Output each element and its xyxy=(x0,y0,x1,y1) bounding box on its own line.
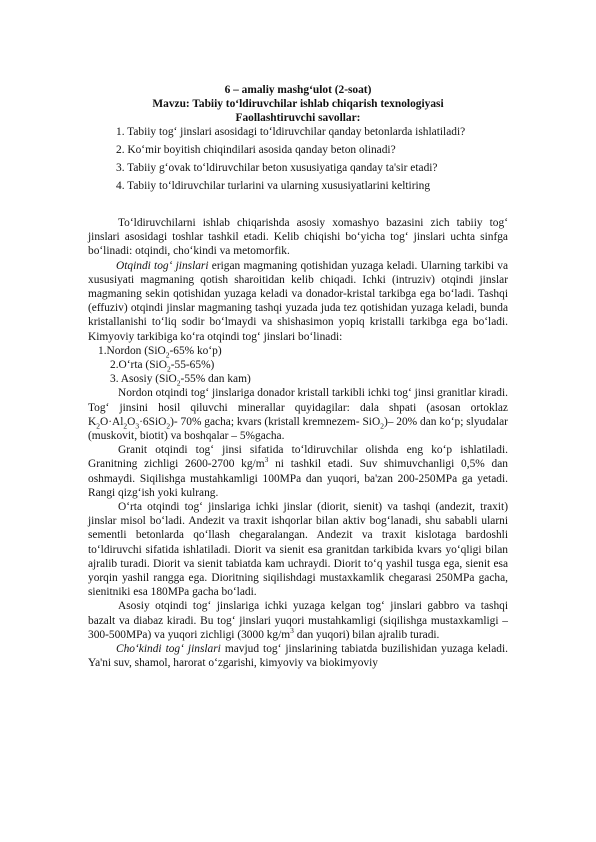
list-item-medium: 2.O‘rta (SiO$_2$-55-65%) xyxy=(110,359,215,374)
term-sedimentary: Cho‘kindi tog‘ jinslari xyxy=(116,643,221,656)
question-item: 4. Tabiiy to‘ldiruvchilar turlarini va ularning xususiyatlarini keltiring xyxy=(116,180,431,192)
paragraph-granite-minerals: Nordon otqindi tog‘ jinslariga donador kristall tarkibli ichki tog‘ jinsi granitlar kiradi. Tog‘ jinsini hosil qiluvchi minerallar quyidagilar: dala shpati (asosan ortoklaz $K_2O\cdot Al_2O_3\cdot 6SiO_2)-$ 70% gacha; kvars (kristall kremnezem- SiO$_2$)– 20% dan ko‘p; slyudalar (muskovit, biotit) va boshqalar – 5%gacha. xyxy=(88,387,508,443)
paragraph-medium-rocks: O‘rta otqindi tog‘ jinslariga ichki jinslar (diorit, sienit) va tashqi (andezit, traxit) jinslar misol bo‘ladi. Andezit va traxit ishqorlar bilan aktiv bog‘lanadi, shu sababli ularni sementli betonlarda qo‘llash chegaralangan. Andezit va traxit kislotaga bardoshli to‘ldiruvchi sifatida ishlatiladi. Diorit va sienit esa granitdan tarkibida kvars yo‘qligi bilan ajralib turadi. Diorit va sienit tabiatda kam uchraydi. Diorit to‘q yashil tusga ega, sienit esa yorqin yashil rangga ega. Dioritning siqilishdagi mustaxkamlik chegarasi 250MPa gacha, sienitniki esa 180MPa gacha bo‘ladi. xyxy=(88,501,508,599)
lesson-title: 6 – amaliy mashg‘ulot (2-soat) xyxy=(224,84,372,96)
list-item-basic: 3. Asosiy (SiO$_2$-55% dan kam) xyxy=(110,373,251,388)
paragraph-igneous: Otqindi tog‘ jinslari erigan magmaning qotishidan yuzaga keladi. Ularning tarkibi va xususiyati magmaning qotish sharoitidan kelib chiqadi. Ichki (intruziv) otqindi jinslar magmaning sekin qotishidan yuzaga keladi va donador-kristal tarkibga ega bo‘ladi. Tashqi (effuziv) otqindi jinslar magmaning tashqi yuzada juda tez qotishidan yuzaga keladi, bunda kristallanishi to‘liq sodir bo‘lmaydi va shishasimon yopiq kristalli tarkibga ega bo‘ladi. Kimyoviy tarkibiga ko‘ra otqindi tog‘ jinslari bo‘linadi: xyxy=(88,259,509,343)
paragraph-sedimentary: Cho‘kindi tog‘ jinslari mavjud tog‘ jinslarining tabiatda buzilishidan yuzaga keladi. Ya'ni suv, shamol, harorat o‘zgarishi, kimyoviy va biokimyoviy xyxy=(88,643,508,670)
paragraph-granite-properties: Granit otqindi tog‘ jinsi sifatida to‘ldiruvchilar olishda eng ko‘p ishlatiladi. Granitning zichligi 2600-2700 $kg/m^3$ ni tashkil etadi. Suv shimuvchanligi 0,5% dan oshmaydi. Siqilishga mustahkamligi 100MPa dan yuqori, ba'zan 200-250MPa ga yetadi. Rangi qizg‘ish yoki kulrang. xyxy=(88,444,508,499)
question-item: 2. Ko‘mir boyitish chiqindilari asosida qanday beton olinadi? xyxy=(116,144,396,156)
questions-heading: Faollashtiruvchi savollar: xyxy=(235,112,361,124)
topic-title: Mavzu: Tabiiy to‘ldiruvchilar ishlab chiqarish texnologiyasi xyxy=(152,98,444,110)
term-igneous: Otqindi tog‘ jinslari xyxy=(116,259,209,272)
paragraph-intro: To‘ldiruvchilarni ishlab chiqarishda asosiy xomashyo bazasini zich tabiiy tog‘ jinslari asosidagi toshlar tashkil etadi. Kelib chiqishi bo‘yicha tog‘ jinslari uchta sinfga bo‘linadi: otqindi, cho‘kindi va metomorfik. xyxy=(88,217,508,258)
list-item-acidic: 1.Nordon (SiO$_2$-65% ko‘p) xyxy=(98,344,222,360)
question-item: 1. Tabiiy tog‘ jinslari asosidagi to‘ldiruvchilar qanday betonlarda ishlatiladi? xyxy=(116,126,466,138)
question-item: 3. Tabiiy g‘ovak to‘ldiruvchilar beton xususiyatiga qanday ta'sir etadi? xyxy=(116,162,438,174)
body-text xyxy=(88,216,508,671)
paragraph-basic-rocks: Asosiy otqindi tog‘ jinslariga ichki yuzaga kelgan tog‘ jinslari gabbro va tashqi bazalt va diabaz kiradi. Bu tog‘ jinslari yuqori mustahkamligi (siqilishga mustaxkamligi – 300-500MPa) va yuqori zichligi (3000 $kg/m^3$ dan yuqori) bilan ajralib turadi. xyxy=(88,600,508,641)
